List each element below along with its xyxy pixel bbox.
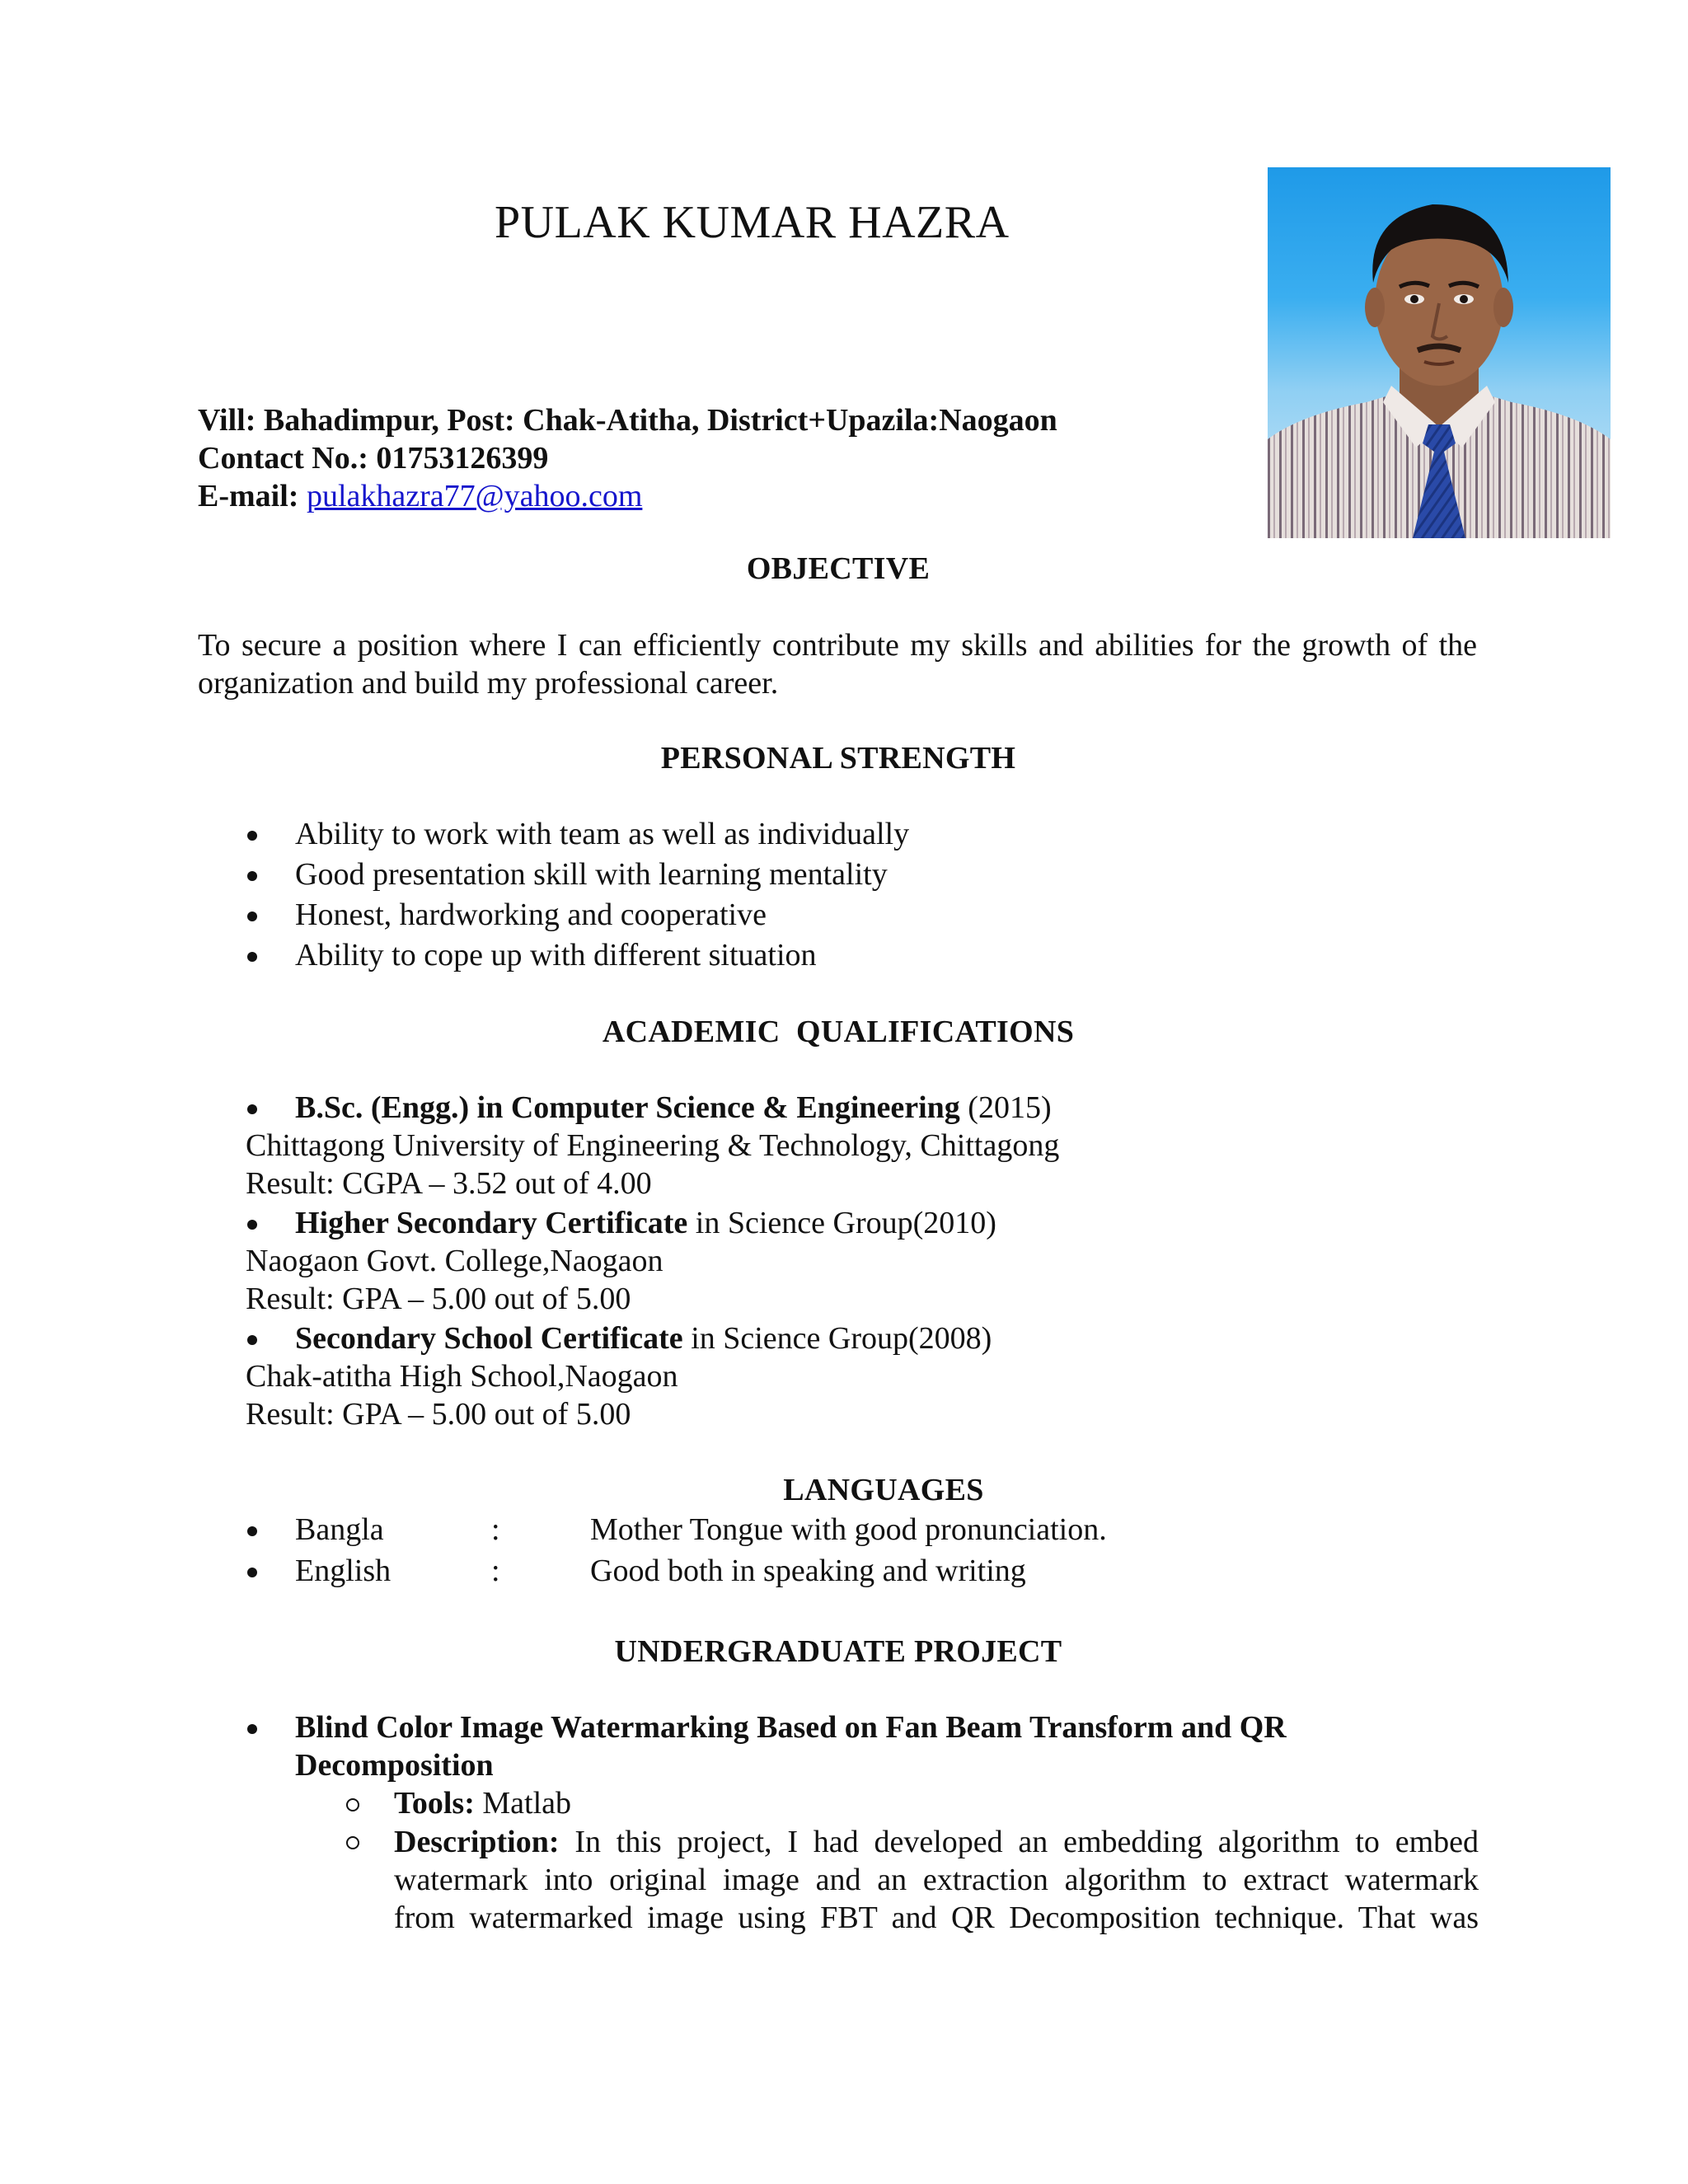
phone-row	[198, 439, 1057, 477]
result: Result: GPA – 5.00 out of 5.00	[246, 1397, 631, 1432]
objective-text: To secure a position where I can efficiently contribute my skills and abilities for the growth of the organization and build my professional career.	[198, 628, 1477, 701]
result: Result: CGPA – 3.52 out of 4.00	[246, 1166, 652, 1201]
project-heading: UNDERGRADUATE PROJECT	[614, 1634, 1062, 1669]
email-link[interactable]: pulakhazra77@yahoo.com	[306, 479, 643, 513]
strength-heading: PERSONAL STRENGTH	[660, 741, 1016, 776]
candidate-name: PULAK KUMAR HAZRA	[495, 197, 1010, 248]
project-desc-line1: Description: In this project, I had developed an embedding algorithm to embed	[394, 1825, 1479, 1859]
project-desc-line3: from watermarked image using FBT and QR Decomposition technique. That was	[394, 1900, 1479, 1935]
project-desc-line2: watermark into original image and an extraction algorithm to extract watermark	[394, 1863, 1479, 1897]
objective-heading: OBJECTIVE	[746, 551, 931, 586]
project-title-cont: Decomposition	[295, 1748, 494, 1783]
address: Vill: Bahadimpur, Post: Chak-Atitha, District+Upazila:Naogaon	[198, 403, 1057, 438]
institution: Chittagong University of Engineering & Technology, Chittagong	[246, 1128, 1060, 1163]
contact-block	[198, 401, 1057, 515]
resume-page: PULAK KUMAR HAZRA Vill: Bahadimpur, Post: Chak-Atitha, District+Upazila:Naogaon Contact No.: 01753126399 E-mail: pulakhazra77@yahoo.com OBJECTIVE To secure a position where I can efficiently contribute my skills and abilities for the growth of the organization and build my professional career. PERSONAL STRENGTH Ability to work with team as well as individually Good presentation skill with learning mentality Honest, hardworking and cooperative Ability to cope up with different situation ACADEMIC QUALIFICATIONS B.Sc. (Engg.) in Computer Science & Engineering (2015) Chittagong University of Engineering & Technology, Chittagong Result: CGPA – 3.52 out of 4.00 Higher Secondary Certificate in Science Group(2010) Naogaon Govt. College,Naogaon Result: GPA – 5.00 out of 5.00 Secondary School Certificate in Science Group(2008) Chak-atitha High School,Naogaon Result: GPA – 5.00 out of 5.00 LANGUAGES Bangla : Mother Tongue with good pronunciation. English : Good both in speaking and writing UNDERGRADUATE PROJECT Blind Color Image Watermarking Based on Fan Beam Transform and QR Decomposition Tools: Matlab Description: In this project, I had developed an embedding algorithm to embed watermark into original image and an extraction algorithm to extract watermark from watermarked image using FBT and QR Decomposition technique. That was	[0, 0, 1688, 2184]
phone-number: 01753126399	[376, 441, 549, 476]
phone-label: Contact No.:	[198, 441, 368, 476]
portrait-image	[1268, 167, 1611, 538]
institution: Chak-atitha High School,Naogaon	[246, 1359, 678, 1394]
email-label: E-mail:	[198, 479, 299, 513]
profile-photo	[1268, 167, 1611, 538]
academic-heading: ACADEMIC QUALIFICATIONS	[602, 1015, 1075, 1049]
languages-heading: LANGUAGES	[783, 1473, 984, 1507]
institution: Naogaon Govt. College,Naogaon	[246, 1244, 663, 1278]
email-row	[198, 477, 1057, 515]
result: Result: GPA – 5.00 out of 5.00	[246, 1282, 631, 1316]
